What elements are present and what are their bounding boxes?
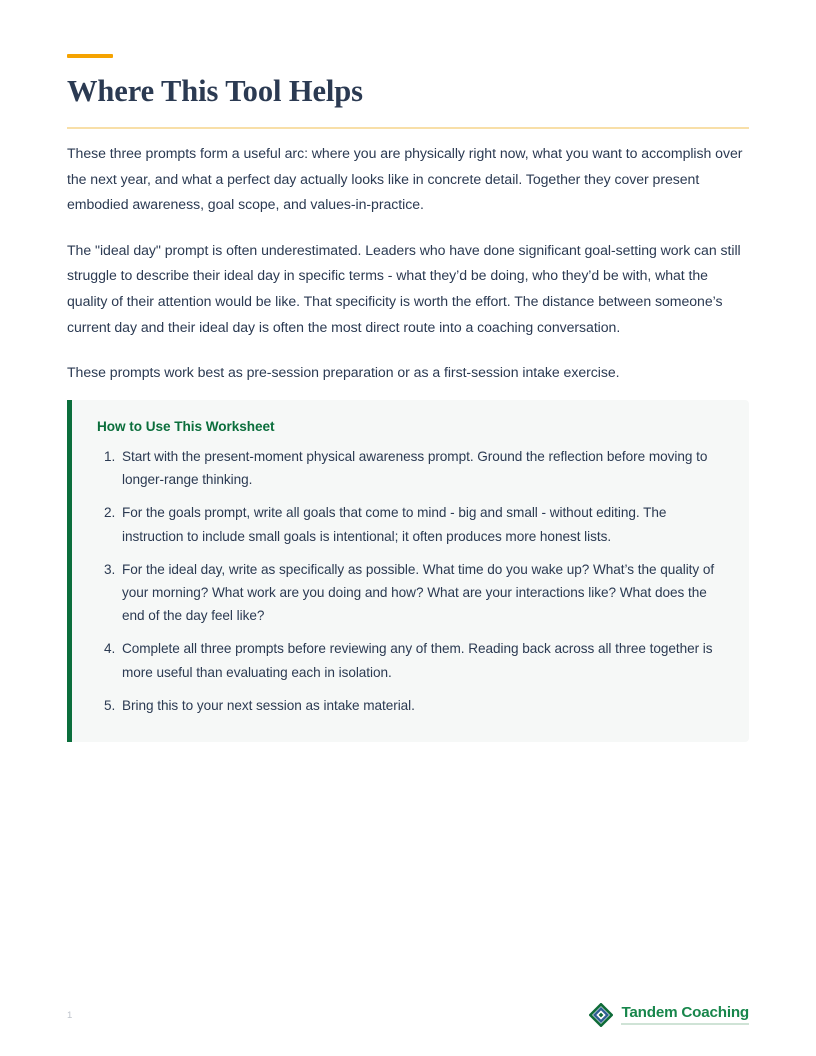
title-divider [67,127,749,129]
list-item: 5. Bring this to your next session as intake material. [119,694,723,717]
document-header [67,54,749,129]
body-paragraph: These prompts work best as pre-session preparation or as a first-session intake exercise. [67,364,620,381]
document-footer [0,1000,816,1040]
callout-title: How to Use This Worksheet [97,419,275,434]
body-paragraph: These three prompts form a useful arc: where you are physically right now, what you want to accomplish over the next year, and what a perfect day actually looks like in concrete detail. Together they cover present embodied awareness, goal scope, and values-in-practice. [67,145,743,213]
list-item: 2. For the goals prompt, write all goals that come to mind - big and small - without editing. The instruction to include small goals is intentional; it often produces more honest lists. [119,501,723,547]
brand-name: Tandem Coaching [621,1005,749,1025]
body-content [67,141,749,386]
list-item: 4. Complete all three prompts before reviewing any of them. Reading back across all three together is more useful than evaluating each in isolation. [119,637,723,683]
callout-box [67,400,749,742]
brand-logo [589,1003,749,1027]
diamond-logo-icon [589,1003,613,1027]
callout-list [97,445,723,717]
body-paragraph: The "ideal day" prompt is often underestimated. Leaders who have done significant goal-setting work can still struggle to describe their ideal day in specific terms - what they’d be doing, who they’d be with, what the quality of their attention would be like. That specificity is worth the effort. The distance between someone’s current day and their ideal day is often the most direct route into a coaching conversation. [67,241,741,335]
callout-inner [72,400,749,739]
page-number: 1 [67,1010,73,1021]
list-item: 1. Start with the present-moment physical awareness prompt. Ground the reflection before moving to longer-range thinking. [119,445,723,491]
page-title: Where This Tool Helps [67,74,363,108]
list-item: 3. For the ideal day, write as specifically as possible. What time do you wake up? What’s the quality of your morning? What work are you doing and how? What are your interactions like? What does the end of the day feel like? [119,558,723,628]
